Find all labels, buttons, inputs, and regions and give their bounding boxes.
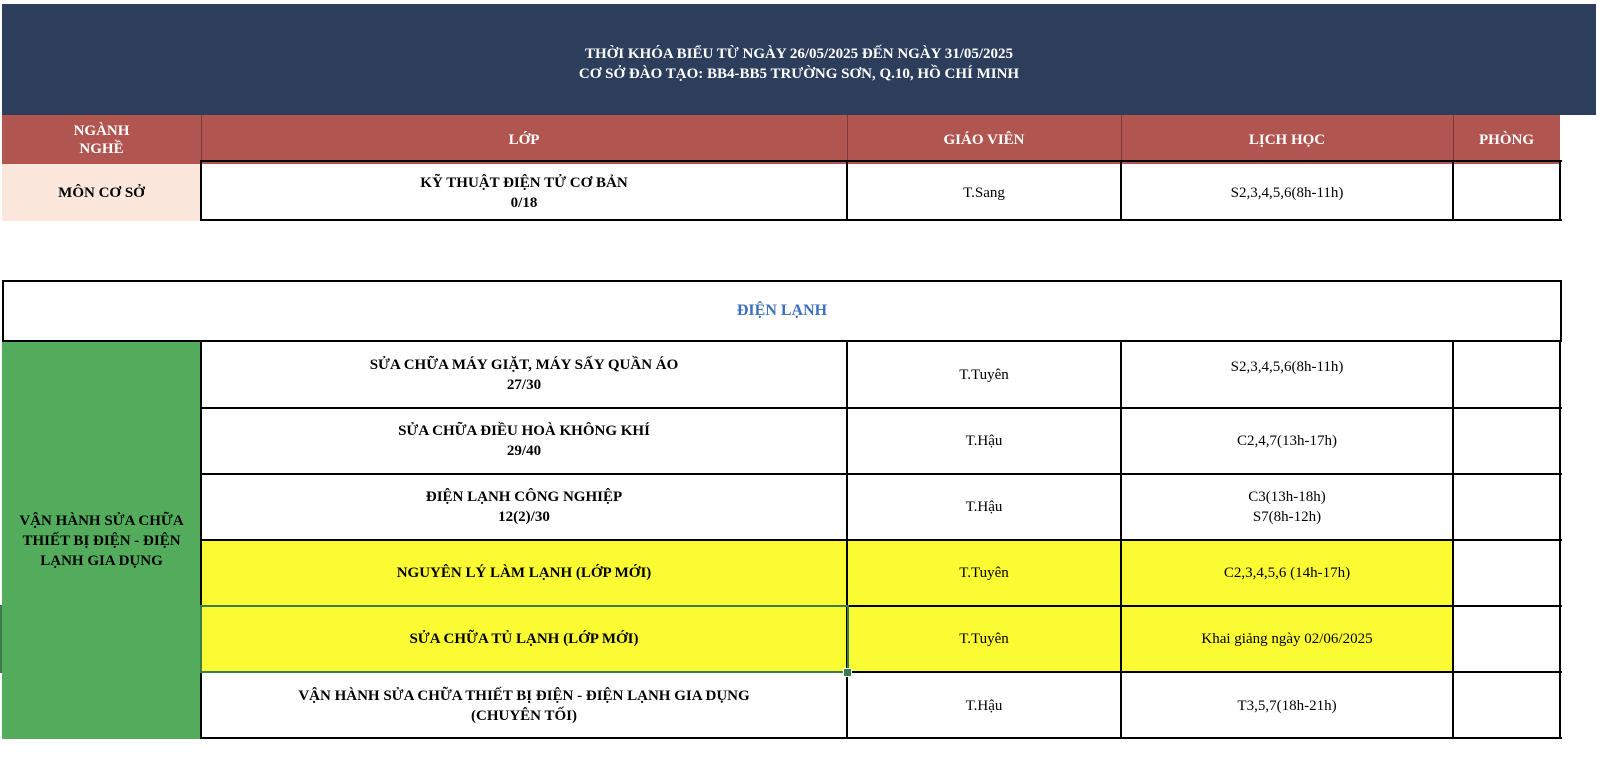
- teacher-cell[interactable]: T.Hậu: [965, 433, 1003, 449]
- room-cell[interactable]: [1453, 342, 1560, 408]
- category-dien-lanh[interactable]: [2, 342, 201, 739]
- grid-line: [201, 160, 1562, 162]
- campus-subtitle: CƠ SỞ ĐÀO TẠO: BB4-BB5 TRƯỜNG SƠN, Q.10, HỒ CHÍ MINH: [578, 65, 1020, 82]
- schedule-cell[interactable]: S2,3,4,5,6(8h-11h): [1230, 359, 1344, 375]
- timetable-title-band: [2, 4, 1596, 115]
- schedule-line: S7(8h-12h): [1252, 509, 1322, 525]
- header-divider: [201, 115, 202, 164]
- room-cell[interactable]: [1453, 540, 1560, 606]
- row-selection-marker: [0, 605, 2, 673]
- header-nganh-line1: NGÀNH: [73, 122, 130, 139]
- room-cell[interactable]: [1453, 672, 1560, 739]
- grid-line: [1452, 160, 1454, 221]
- header-lop[interactable]: LỚP: [201, 115, 847, 164]
- room-cell[interactable]: [1453, 474, 1560, 540]
- class-count: 27/30: [506, 377, 542, 393]
- class-name: ĐIỆN LẠNH CÔNG NGHIỆP: [425, 489, 623, 505]
- grid-line: [1120, 160, 1122, 221]
- class-cell[interactable]: [201, 342, 847, 408]
- header-nganh-nghe[interactable]: [2, 115, 201, 164]
- class-name: VẬN HÀNH SỬA CHỮA THIẾT BỊ ĐIỆN - ĐIỆN LẠNH GIA DỤNG: [298, 687, 750, 704]
- category-line3: LẠNH GIA DỤNG: [40, 552, 163, 569]
- teacher-cell[interactable]: T.Sang: [963, 184, 1005, 201]
- header-phong[interactable]: PHÒNG: [1453, 115, 1560, 164]
- section-title-dien-lanh[interactable]: ĐIỆN LẠNH: [736, 302, 828, 319]
- grid-line: [1452, 342, 1454, 739]
- header-nganh-line2: NGHỀ: [79, 140, 124, 157]
- class-note: (CHUYÊN TỐI): [471, 707, 577, 724]
- class-count: 0/18: [510, 194, 538, 211]
- category-line1: VẬN HÀNH SỬA CHỮA: [19, 512, 184, 529]
- category-mon-co-so[interactable]: MÔN CƠ SỞ: [2, 164, 201, 221]
- schedule-cell[interactable]: C2,4,7(13h-17h): [1237, 433, 1337, 449]
- room-cell[interactable]: [1453, 408, 1560, 474]
- class-count: 12(2)/30: [498, 509, 550, 525]
- grid-line: [201, 219, 1562, 221]
- grid-line: [201, 737, 1562, 739]
- grid-line: [1559, 160, 1561, 221]
- timetable-title: THỜI KHÓA BIỂU TỪ NGÀY 26/05/2025 ĐẾN NGÀY 31/05/2025: [584, 45, 1014, 62]
- header-divider: [847, 115, 848, 164]
- grid-line: [1120, 342, 1122, 739]
- class-cell-new[interactable]: NGUYÊN LÝ LÀM LẠNH (LỚP MỚI): [201, 540, 847, 606]
- teacher-cell[interactable]: T.Tuyên: [847, 540, 1121, 606]
- schedule-cell[interactable]: T3,5,7(18h-21h): [1237, 697, 1337, 714]
- class-name: SỬA CHỮA MÁY GIẶT, MÁY SẤY QUẦN ÁO: [369, 357, 679, 373]
- header-giao-vien[interactable]: GIÁO VIÊN: [847, 115, 1121, 164]
- category-line2: THIẾT BỊ ĐIỆN - ĐIỆN: [22, 532, 181, 549]
- header-divider: [1121, 115, 1122, 164]
- grid-line: [846, 160, 848, 221]
- class-cell[interactable]: [201, 474, 847, 540]
- class-name: KỸ THUẬT ĐIỆN TỬ CƠ BẢN: [420, 174, 628, 191]
- teacher-cell[interactable]: T.Tuyên: [847, 606, 1121, 672]
- room-cell[interactable]: [1453, 606, 1560, 672]
- class-cell[interactable]: [201, 164, 847, 221]
- class-cell[interactable]: [201, 408, 847, 474]
- grid-line: [200, 160, 202, 221]
- room-cell[interactable]: [1453, 164, 1560, 221]
- header-lich-hoc[interactable]: LỊCH HỌC: [1121, 115, 1453, 164]
- teacher-cell[interactable]: T.Hậu: [965, 499, 1003, 515]
- grid-line: [201, 473, 1562, 475]
- teacher-cell[interactable]: T.Tuyên: [959, 367, 1009, 383]
- schedule-cell[interactable]: Khai giảng ngày 02/06/2025: [1121, 606, 1453, 672]
- grid-line: [200, 342, 202, 739]
- schedule-line: C3(13h-18h): [1248, 489, 1326, 505]
- header-divider: [1453, 115, 1454, 164]
- schedule-cell[interactable]: C2,3,4,5,6 (14h-17h): [1121, 540, 1453, 606]
- class-count: 29/40: [506, 443, 542, 459]
- schedule-cell[interactable]: S2,3,4,5,6(8h-11h): [1230, 184, 1344, 201]
- class-name: SỬA CHỮA ĐIỀU HOÀ KHÔNG KHÍ: [398, 423, 650, 439]
- grid-line: [846, 342, 848, 739]
- grid-line: [1559, 342, 1561, 739]
- teacher-cell[interactable]: T.Hậu: [965, 697, 1003, 714]
- class-cell[interactable]: [201, 672, 847, 739]
- grid-line: [201, 407, 1562, 409]
- grid-line: [201, 539, 1562, 541]
- fill-handle[interactable]: [843, 668, 852, 677]
- selected-cell-outline: [200, 605, 849, 673]
- class-cell-new[interactable]: SỬA CHỮA TỦ LẠNH (LỚP MỚI): [201, 606, 847, 672]
- schedule-cell[interactable]: [1121, 474, 1453, 540]
